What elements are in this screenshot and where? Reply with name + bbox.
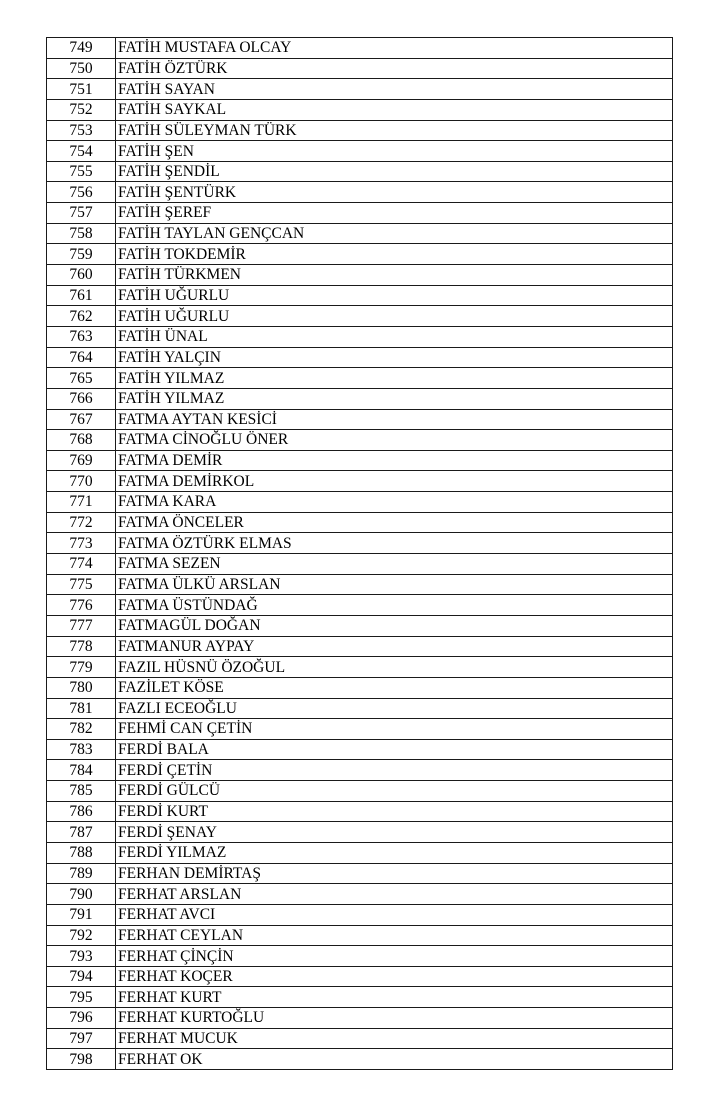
row-number: 769 bbox=[47, 450, 116, 471]
name-list-body bbox=[47, 38, 673, 1070]
row-number: 763 bbox=[47, 326, 116, 347]
person-name: FATMAGÜL DOĞAN bbox=[116, 615, 673, 636]
table-row bbox=[47, 265, 673, 286]
table-row bbox=[47, 677, 673, 698]
table-row bbox=[47, 822, 673, 843]
row-number: 776 bbox=[47, 595, 116, 616]
person-name: FERHAT KOÇER bbox=[116, 966, 673, 987]
person-name: FATİH ŞENTÜRK bbox=[116, 182, 673, 203]
table-row bbox=[47, 306, 673, 327]
row-number: 753 bbox=[47, 120, 116, 141]
row-number: 752 bbox=[47, 99, 116, 120]
table-row bbox=[47, 842, 673, 863]
person-name: FAZİLET KÖSE bbox=[116, 677, 673, 698]
person-name: FERHAT AVCI bbox=[116, 904, 673, 925]
row-number: 791 bbox=[47, 904, 116, 925]
person-name: FERHAT MUCUK bbox=[116, 1028, 673, 1049]
person-name: FERDİ BALA bbox=[116, 739, 673, 760]
person-name: FATİH YALÇIN bbox=[116, 347, 673, 368]
row-number: 762 bbox=[47, 306, 116, 327]
table-row bbox=[47, 450, 673, 471]
person-name: FERDİ YILMAZ bbox=[116, 842, 673, 863]
row-number: 777 bbox=[47, 615, 116, 636]
person-name: FATİH ÜNAL bbox=[116, 326, 673, 347]
person-name: FERHAN DEMİRTAŞ bbox=[116, 863, 673, 884]
table-row bbox=[47, 388, 673, 409]
table-row bbox=[47, 182, 673, 203]
row-number: 784 bbox=[47, 760, 116, 781]
row-number: 754 bbox=[47, 141, 116, 162]
person-name: FERDİ KURT bbox=[116, 801, 673, 822]
person-name: FATİH ŞEN bbox=[116, 141, 673, 162]
row-number: 795 bbox=[47, 987, 116, 1008]
table-row bbox=[47, 884, 673, 905]
table-row bbox=[47, 223, 673, 244]
table-row bbox=[47, 615, 673, 636]
row-number: 796 bbox=[47, 1008, 116, 1029]
row-number: 790 bbox=[47, 884, 116, 905]
person-name: FATMANUR AYPAY bbox=[116, 636, 673, 657]
row-number: 786 bbox=[47, 801, 116, 822]
row-number: 755 bbox=[47, 161, 116, 182]
table-row bbox=[47, 326, 673, 347]
table-row bbox=[47, 574, 673, 595]
person-name: FATMA DEMİRKOL bbox=[116, 471, 673, 492]
row-number: 774 bbox=[47, 554, 116, 575]
row-number: 778 bbox=[47, 636, 116, 657]
row-number: 749 bbox=[47, 38, 116, 59]
person-name: FERHAT ARSLAN bbox=[116, 884, 673, 905]
row-number: 771 bbox=[47, 492, 116, 513]
name-list-table bbox=[46, 37, 673, 1070]
person-name: FERDİ ŞENAY bbox=[116, 822, 673, 843]
person-name: FATİH YILMAZ bbox=[116, 368, 673, 389]
row-number: 783 bbox=[47, 739, 116, 760]
table-row bbox=[47, 58, 673, 79]
table-row bbox=[47, 863, 673, 884]
table-row bbox=[47, 368, 673, 389]
table-row bbox=[47, 120, 673, 141]
person-name: FERHAT KURT bbox=[116, 987, 673, 1008]
person-name: FATMA CİNOĞLU ÖNER bbox=[116, 430, 673, 451]
person-name: FATMA AYTAN KESİCİ bbox=[116, 409, 673, 430]
row-number: 793 bbox=[47, 946, 116, 967]
person-name: FATİH ÖZTÜRK bbox=[116, 58, 673, 79]
table-row bbox=[47, 99, 673, 120]
person-name: FERHAT OK bbox=[116, 1049, 673, 1070]
row-number: 775 bbox=[47, 574, 116, 595]
table-row bbox=[47, 79, 673, 100]
table-row bbox=[47, 512, 673, 533]
table-row bbox=[47, 760, 673, 781]
row-number: 767 bbox=[47, 409, 116, 430]
table-row bbox=[47, 492, 673, 513]
row-number: 766 bbox=[47, 388, 116, 409]
person-name: FATİH UĞURLU bbox=[116, 285, 673, 306]
person-name: FATİH SAYKAL bbox=[116, 99, 673, 120]
person-name: FEHMİ CAN ÇETİN bbox=[116, 719, 673, 740]
person-name: FATİH ŞEREF bbox=[116, 203, 673, 224]
table-row bbox=[47, 430, 673, 451]
row-number: 757 bbox=[47, 203, 116, 224]
row-number: 772 bbox=[47, 512, 116, 533]
table-row bbox=[47, 698, 673, 719]
row-number: 788 bbox=[47, 842, 116, 863]
row-number: 782 bbox=[47, 719, 116, 740]
person-name: FATİH TÜRKMEN bbox=[116, 265, 673, 286]
table-row bbox=[47, 554, 673, 575]
person-name: FERHAT KURTOĞLU bbox=[116, 1008, 673, 1029]
row-number: 750 bbox=[47, 58, 116, 79]
row-number: 781 bbox=[47, 698, 116, 719]
person-name: FATİH TOKDEMİR bbox=[116, 244, 673, 265]
table-row bbox=[47, 781, 673, 802]
row-number: 756 bbox=[47, 182, 116, 203]
row-number: 789 bbox=[47, 863, 116, 884]
person-name: FERHAT CEYLAN bbox=[116, 925, 673, 946]
person-name: FATMA ÖZTÜRK ELMAS bbox=[116, 533, 673, 554]
person-name: FERDİ GÜLCÜ bbox=[116, 781, 673, 802]
person-name: FATİH MUSTAFA OLCAY bbox=[116, 38, 673, 59]
person-name: FATİH ŞENDİL bbox=[116, 161, 673, 182]
row-number: 787 bbox=[47, 822, 116, 843]
table-row bbox=[47, 904, 673, 925]
row-number: 779 bbox=[47, 657, 116, 678]
table-row bbox=[47, 1049, 673, 1070]
table-row bbox=[47, 409, 673, 430]
person-name: FATMA ÜLKÜ ARSLAN bbox=[116, 574, 673, 595]
person-name: FATMA SEZEN bbox=[116, 554, 673, 575]
person-name: FATMA KARA bbox=[116, 492, 673, 513]
table-row bbox=[47, 203, 673, 224]
table-row bbox=[47, 1028, 673, 1049]
person-name: FAZIL HÜSNÜ ÖZOĞUL bbox=[116, 657, 673, 678]
table-row bbox=[47, 38, 673, 59]
person-name: FATMA ÖNCELER bbox=[116, 512, 673, 533]
person-name: FERDİ ÇETİN bbox=[116, 760, 673, 781]
table-row bbox=[47, 987, 673, 1008]
row-number: 759 bbox=[47, 244, 116, 265]
row-number: 765 bbox=[47, 368, 116, 389]
person-name: FAZLI ECEOĞLU bbox=[116, 698, 673, 719]
table-row bbox=[47, 595, 673, 616]
table-row bbox=[47, 533, 673, 554]
row-number: 773 bbox=[47, 533, 116, 554]
table-row bbox=[47, 966, 673, 987]
row-number: 760 bbox=[47, 265, 116, 286]
row-number: 761 bbox=[47, 285, 116, 306]
row-number: 770 bbox=[47, 471, 116, 492]
row-number: 798 bbox=[47, 1049, 116, 1070]
row-number: 785 bbox=[47, 781, 116, 802]
person-name: FATMA DEMİR bbox=[116, 450, 673, 471]
row-number: 764 bbox=[47, 347, 116, 368]
table-row bbox=[47, 141, 673, 162]
person-name: FERHAT ÇİNÇİN bbox=[116, 946, 673, 967]
row-number: 751 bbox=[47, 79, 116, 100]
table-row bbox=[47, 161, 673, 182]
row-number: 792 bbox=[47, 925, 116, 946]
table-row bbox=[47, 285, 673, 306]
row-number: 758 bbox=[47, 223, 116, 244]
person-name: FATİH TAYLAN GENÇCAN bbox=[116, 223, 673, 244]
table-row bbox=[47, 657, 673, 678]
row-number: 797 bbox=[47, 1028, 116, 1049]
table-row bbox=[47, 925, 673, 946]
row-number: 768 bbox=[47, 430, 116, 451]
row-number: 794 bbox=[47, 966, 116, 987]
table-row bbox=[47, 471, 673, 492]
table-row bbox=[47, 739, 673, 760]
table-row bbox=[47, 946, 673, 967]
table-row bbox=[47, 636, 673, 657]
table-row bbox=[47, 1008, 673, 1029]
row-number: 780 bbox=[47, 677, 116, 698]
table-row bbox=[47, 244, 673, 265]
table-row bbox=[47, 347, 673, 368]
table-row bbox=[47, 801, 673, 822]
person-name: FATİH YILMAZ bbox=[116, 388, 673, 409]
person-name: FATİH SÜLEYMAN TÜRK bbox=[116, 120, 673, 141]
person-name: FATMA ÜSTÜNDAĞ bbox=[116, 595, 673, 616]
table-row bbox=[47, 719, 673, 740]
person-name: FATİH UĞURLU bbox=[116, 306, 673, 327]
person-name: FATİH SAYAN bbox=[116, 79, 673, 100]
